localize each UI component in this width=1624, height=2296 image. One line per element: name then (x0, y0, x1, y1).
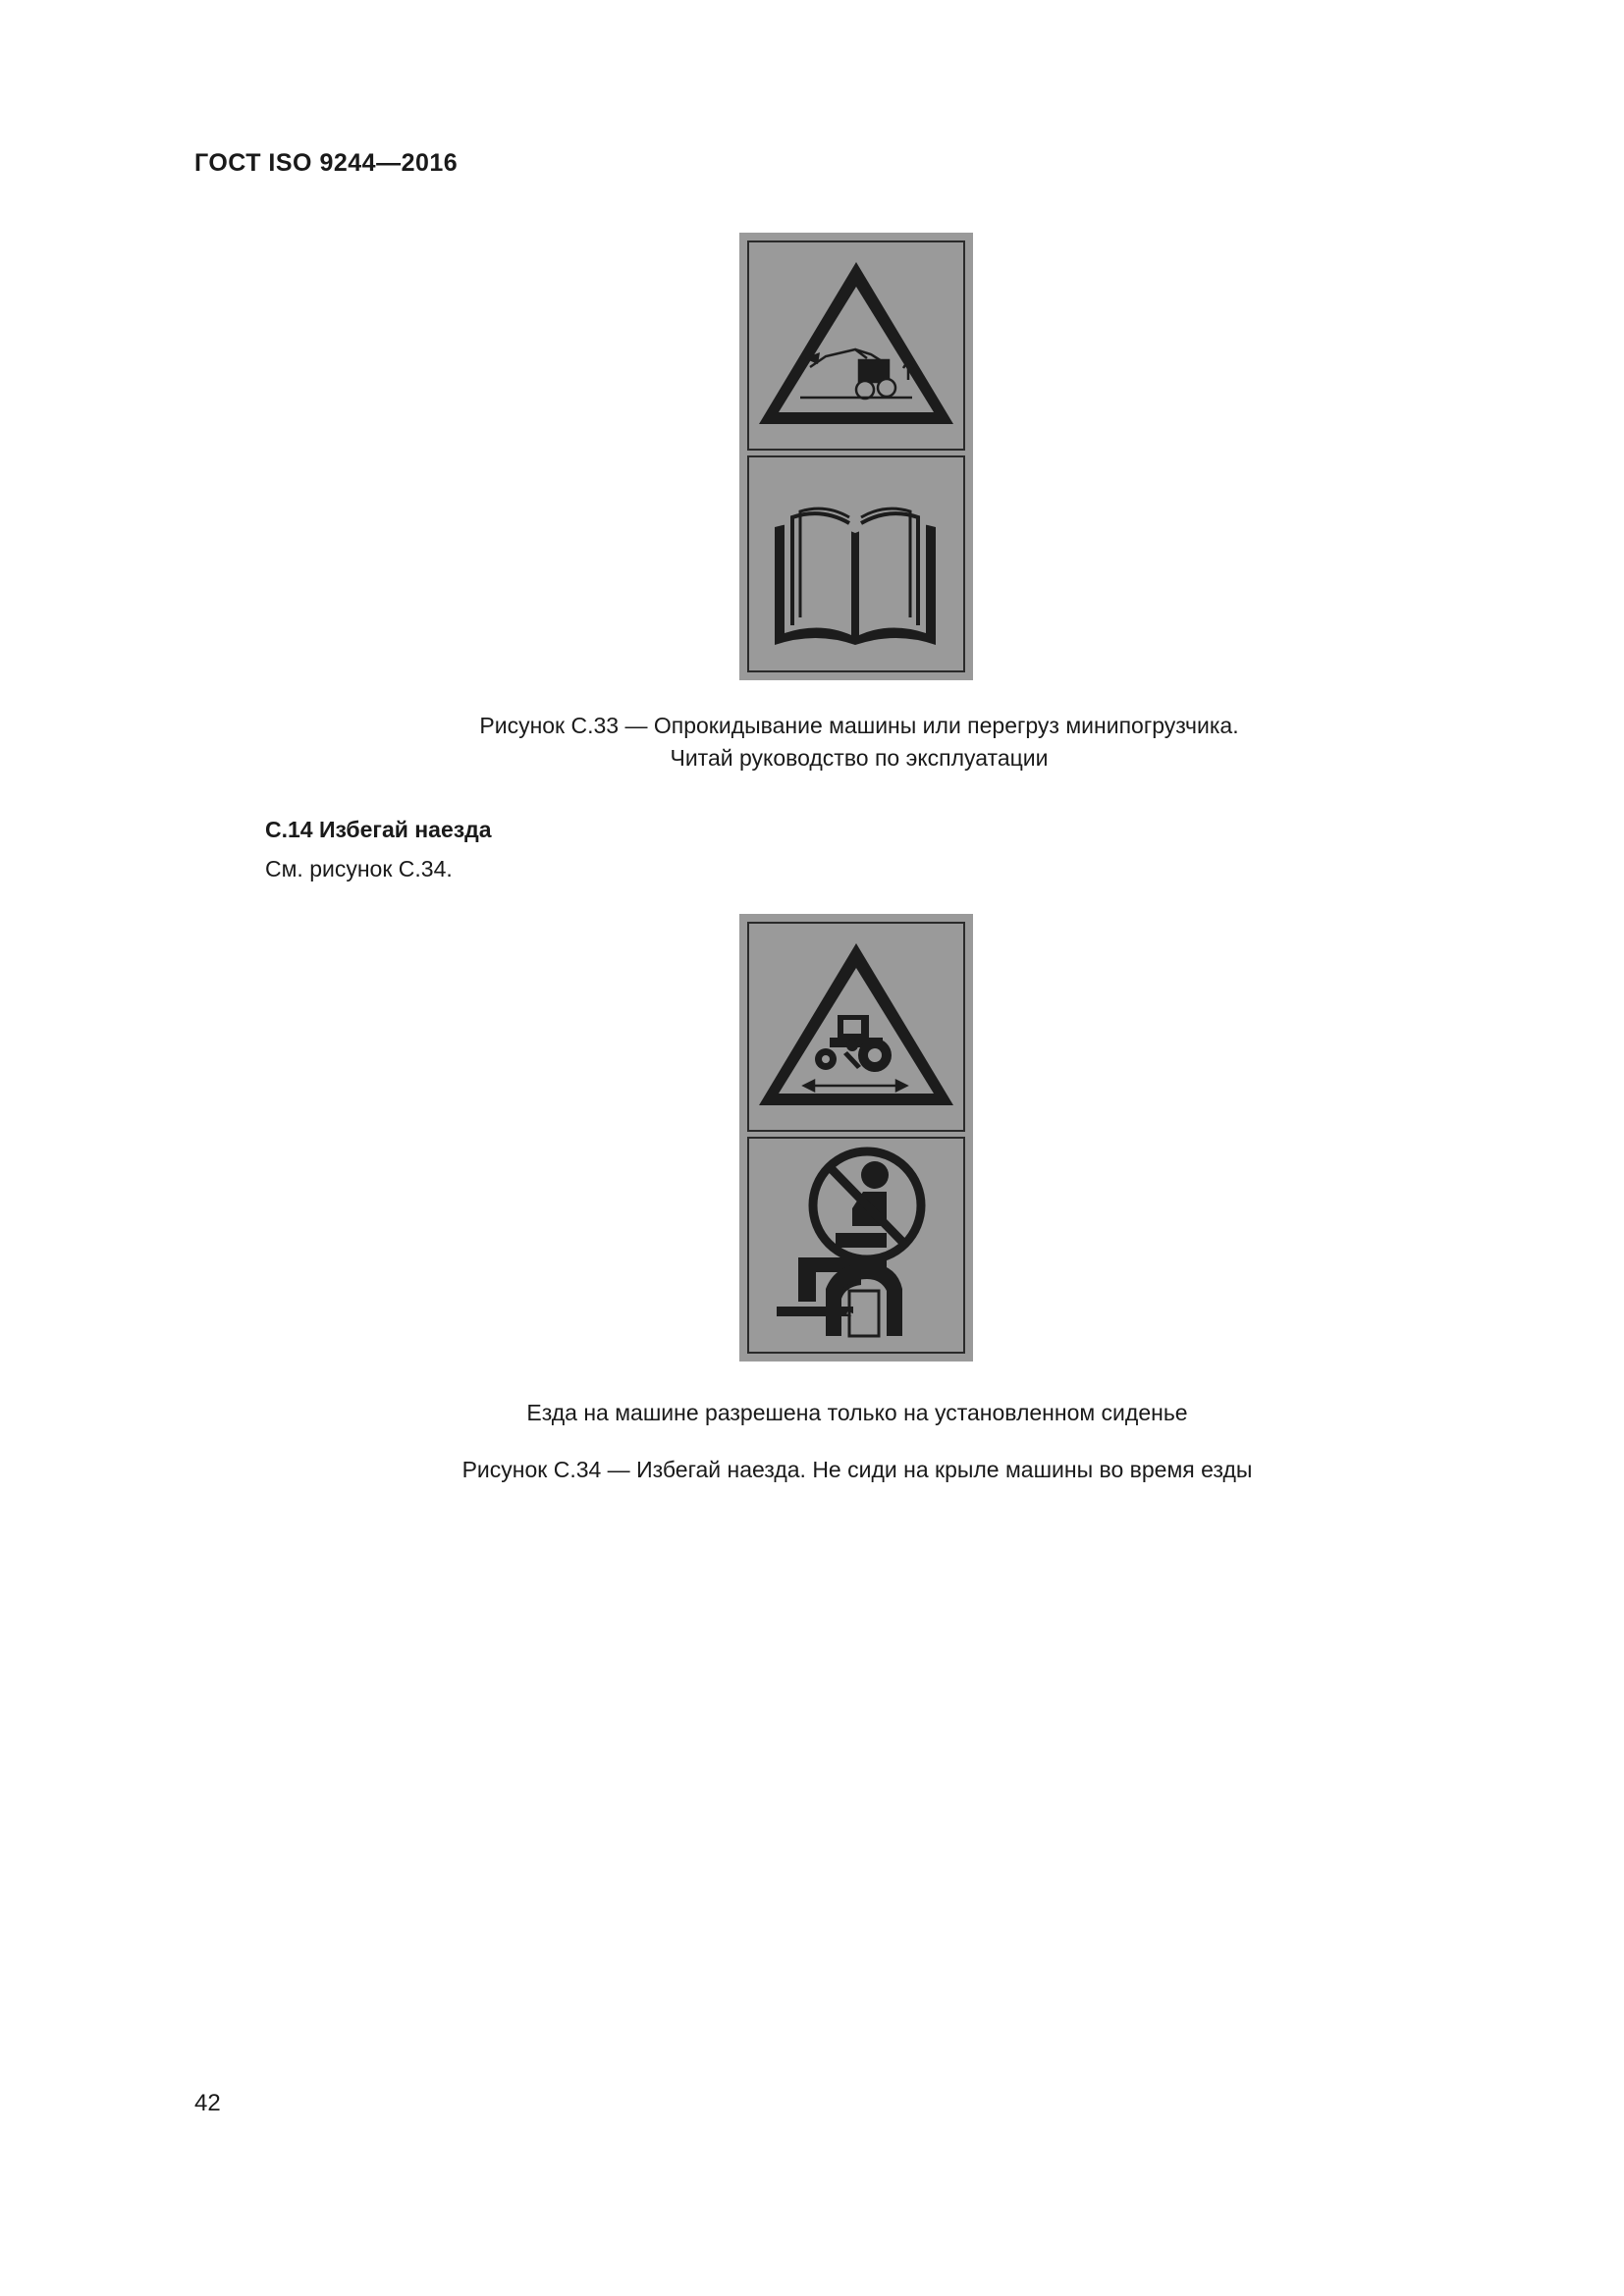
section-reference-c14: См. рисунок С.34. (265, 856, 453, 881)
safety-sign-c33-graphic (739, 233, 973, 680)
section-heading-c14: С.14 Избегай наезда (265, 817, 492, 842)
safety-sign-c33 (739, 233, 973, 680)
figure-c33-caption (47, 710, 1624, 774)
safety-sign-c34 (739, 914, 973, 1362)
safety-sign-c34-graphic (739, 914, 973, 1362)
page-number: 42 (194, 2090, 221, 2116)
figure-c33-caption-line1: Рисунок С.33 — Опрокидывание машины или перегруз минипогрузчика. (479, 713, 1239, 738)
figure-c34-caption: Рисунок С.34 — Избегай наезда. Не сиди на крыле машины во время езды (461, 1457, 1253, 1482)
figure-c34-subcaption: Езда на машине разрешена только на установленном сиденье (526, 1400, 1188, 1425)
document-standard-code: ГОСТ ISO 9244—2016 (194, 149, 459, 177)
figure-c33-caption-line2: Читай руководство по эксплуатации (670, 745, 1049, 771)
